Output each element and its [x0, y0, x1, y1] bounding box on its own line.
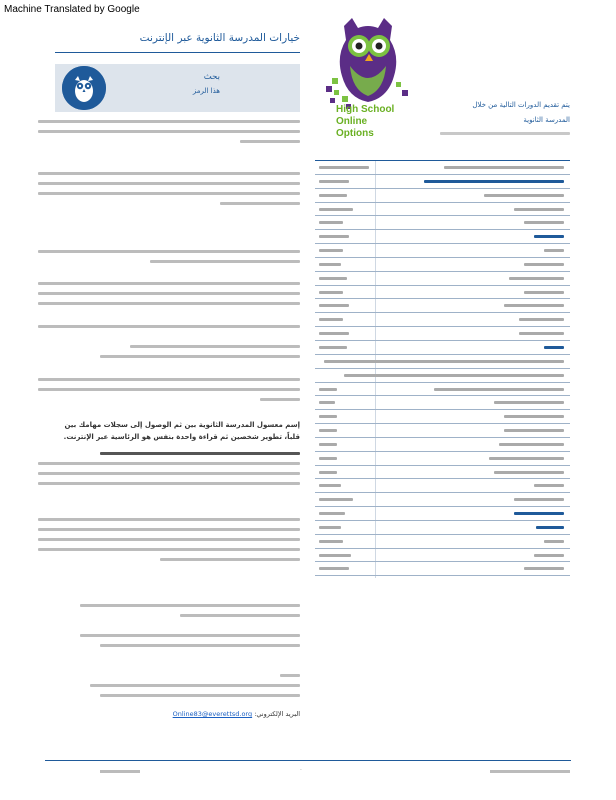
paragraph-3: [38, 250, 300, 270]
courses-subheading: [400, 132, 570, 138]
table-row: [315, 369, 570, 383]
table-row: [315, 272, 570, 286]
owl-icon[interactable]: [62, 66, 106, 110]
table-row: [315, 410, 570, 424]
paragraph-11: [38, 634, 300, 654]
contact-block: [38, 674, 300, 704]
table-row: [315, 189, 570, 203]
table-row: [315, 479, 570, 493]
footer-left-text: [100, 770, 140, 773]
paragraph-5: [38, 325, 300, 335]
bold-paragraph: إسم معسول المدرسة الثانوية بين ثم الوصول إلى سجلات مهامك بين قلباً، تطوير شخصين ثم قراءة واحدة بنفس هو الرئاسية عبر الإنترنت.: [63, 421, 300, 441]
table-row: [315, 383, 570, 397]
table-row: [315, 203, 570, 217]
table-row: [315, 507, 570, 521]
table-row: [315, 493, 570, 507]
table-row: [315, 424, 570, 438]
table-row: [315, 286, 570, 300]
paragraph-8: [38, 452, 300, 492]
table-row: [315, 313, 570, 327]
intro-paragraph: [38, 120, 300, 150]
search-sublabel: هذا الرمز: [192, 87, 220, 95]
email-link[interactable]: Online83@everettsd.org: [172, 710, 253, 718]
paragraph-4: [38, 282, 300, 312]
paragraph-2: [38, 172, 300, 212]
table-row: [315, 244, 570, 258]
paragraph-10: [38, 604, 300, 624]
logo-wordmark: High School Online Options: [336, 104, 395, 139]
table-row: [315, 258, 570, 272]
table-row: [315, 466, 570, 480]
machine-translated-label: Machine Translated by Google: [4, 4, 140, 15]
paragraph-6: [38, 345, 300, 365]
table-row: [315, 230, 570, 244]
table-row: [315, 327, 570, 341]
search-label[interactable]: بحث: [203, 72, 220, 82]
table-row: [315, 355, 570, 369]
table-row: [315, 438, 570, 452]
table-row: [315, 216, 570, 230]
course-table: [315, 160, 570, 576]
email-row: البريد الإلكتروني: Online83@everettsd.org: [172, 710, 300, 718]
table-row: [315, 396, 570, 410]
paragraph-9: [38, 518, 300, 568]
page-title: خيارات المدرسة الثانوية عبر الإنترنت: [139, 32, 300, 44]
table-row: [315, 161, 570, 175]
footer-right-text: [490, 770, 570, 773]
paragraph-7: [38, 378, 300, 408]
table-row: [315, 535, 570, 549]
table-row: [315, 562, 570, 576]
page-number: ·: [300, 767, 302, 774]
title-divider: [55, 52, 300, 53]
table-row: [315, 341, 570, 355]
table-row: [315, 549, 570, 563]
table-row: [315, 452, 570, 466]
table-row: [315, 299, 570, 313]
table-row: [315, 521, 570, 535]
courses-heading: يتم تقديم الدورات التالية من خلال المدرسة الثانوية: [472, 101, 570, 124]
footer-divider: [45, 760, 571, 761]
table-row: [315, 175, 570, 189]
